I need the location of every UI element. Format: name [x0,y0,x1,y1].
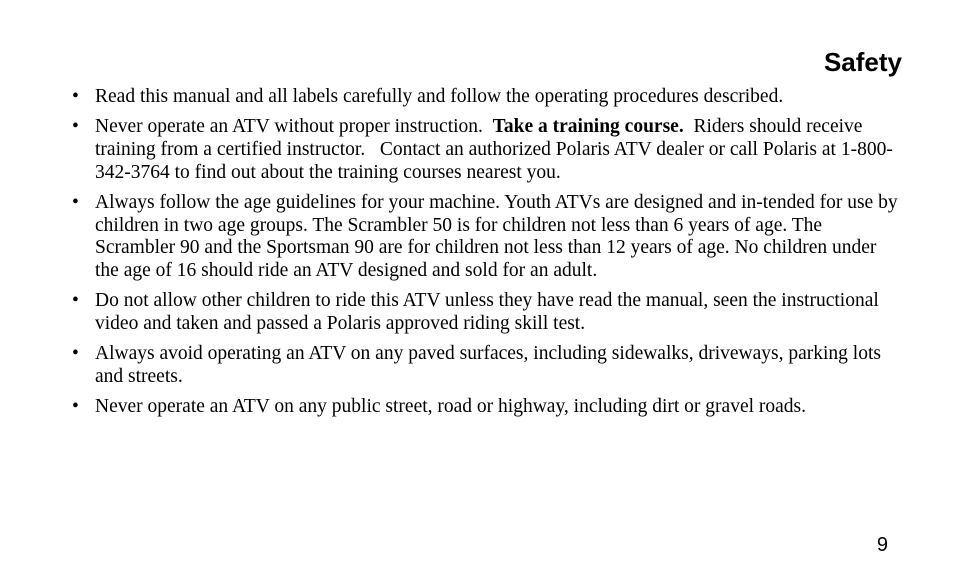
list-item-text: Riders should receive training from a certified instructor. Contact an authorized Polaris ATV dealer or call Polaris at 1-800-342-3764 to find out about the training courses nearest you. [95,116,893,183]
list-item [70,86,902,109]
page-number: 9 [876,534,888,556]
bullet-icon: • [72,116,79,138]
list-item-text: Never operate an ATV on any public street, road or highway, including dirt or gravel roads. [95,396,806,418]
list-item-text: Always avoid operating an ATV on any paved surfaces, including sidewalks, driveways, parking lots and streets. [95,343,881,388]
bullet-icon: • [72,396,79,418]
training-course-emphasis: Take a training course. [492,116,684,138]
list-item-text: Always follow the age guidelines for your machine. Youth ATVs are designed and in-tended for use by children in two age groups. The Scrambler 50 is for children not less than 6 years of age. The Scrambler 90 and the Sportsman 90 are for children not less than 12 years of age. No children under the age of 16 should ride an ATV designed and sold for an adult. [95,192,898,282]
list-item-text: Read this manual and all labels carefully and follow the operating procedures described. [95,86,784,107]
bullet-icon: • [72,343,79,365]
bullet-icon: • [72,86,79,107]
list-item-text: Never operate an ATV without proper instruction. [95,116,493,138]
list-item [70,116,902,184]
list-item [70,192,902,283]
bullet-icon: • [72,290,79,312]
list-item [70,396,902,419]
bullet-icon: • [72,192,79,213]
safety-bullet-list [70,86,902,427]
list-item [70,290,902,335]
page-title: Safety [823,47,902,77]
list-item [70,343,902,388]
list-item-text: Do not allow other children to ride this ATV unless they have read the manual, seen the instructional video and taken and passed a Polaris approved riding skill test. [95,290,879,335]
